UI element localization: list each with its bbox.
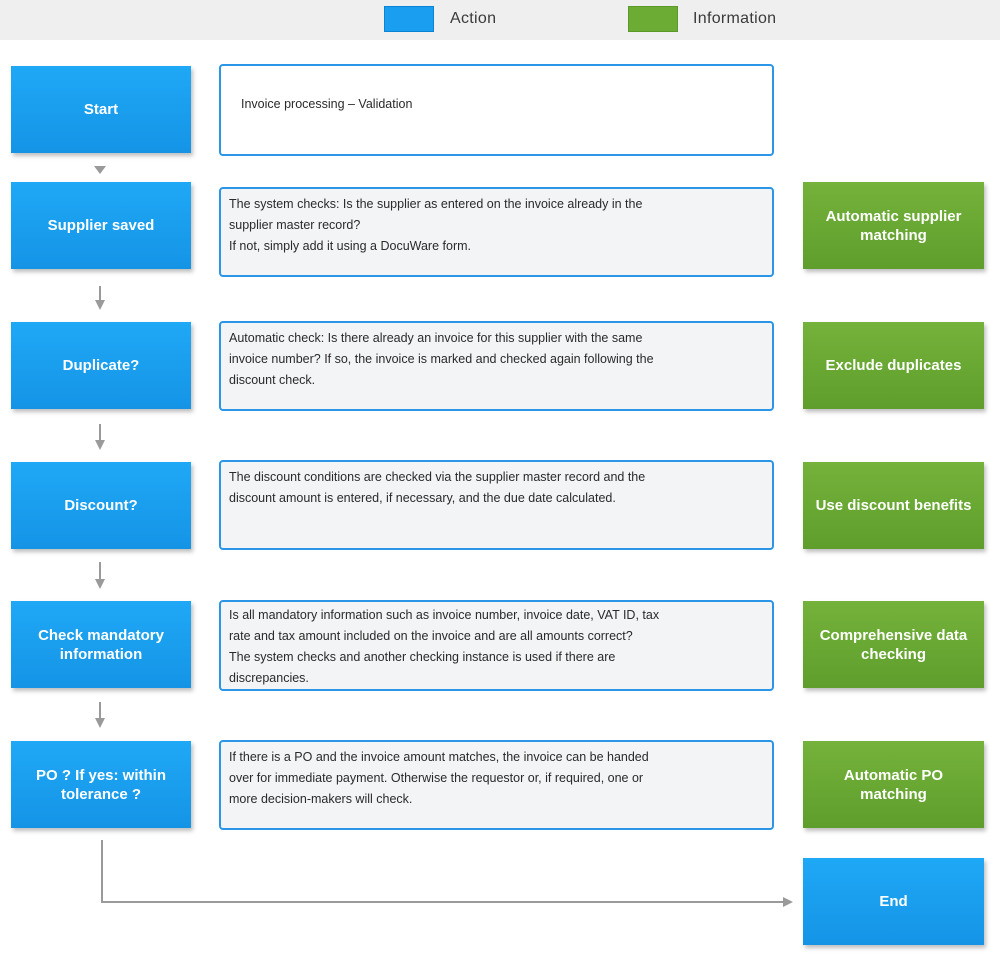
supplier-saved-action-label: Supplier saved <box>47 217 155 234</box>
arrow-po-to-end <box>102 840 788 902</box>
discount-action-box <box>11 462 191 549</box>
description-line: supplier master record? <box>229 218 361 232</box>
start-action-box <box>11 66 191 153</box>
supplier-matching-info-label: Automatic supplier matching <box>825 207 962 244</box>
data-checking-info-label: Comprehensive data checking <box>819 626 968 663</box>
description-line: rate and tax amount included on the invoice and are all amounts correct? <box>229 629 633 643</box>
arrow-start-to-supplier <box>94 166 106 174</box>
description-line: invoice number? If so, the invoice is marked and checked again following the <box>229 352 654 366</box>
description-line: If not, simply add it using a DocuWare form. <box>229 239 471 253</box>
description-line: The system checks and another checking instance is used if there are <box>229 650 616 664</box>
description-line: discount amount is entered, if necessary, and the due date calculated. <box>229 491 616 505</box>
discount-action-label: Discount? <box>64 497 138 514</box>
discount-benefits-info-label: Use discount benefits <box>815 497 972 514</box>
description-line: discrepancies. <box>229 671 309 685</box>
description-line: If there is a PO and the invoice amount matches, the invoice can be handed <box>229 750 649 764</box>
duplicate-description-box <box>219 321 774 411</box>
description-line: The system checks: Is the supplier as entered on the invoice already in the <box>229 197 643 211</box>
description-line: The discount conditions are checked via the supplier master record and the <box>229 470 646 484</box>
po-matching-info-label: Automatic PO matching <box>843 766 944 803</box>
description-line: over for immediate payment. Otherwise the requestor or, if required, one or <box>229 771 644 785</box>
supplier-saved-action-box <box>11 182 191 269</box>
duplicate-action-box <box>11 322 191 409</box>
end-action-label: End <box>879 893 908 910</box>
description-line: Is all mandatory information such as invoice number, invoice date, VAT ID, tax <box>229 608 660 622</box>
duplicate-action-label: Duplicate? <box>62 357 140 374</box>
po-tolerance-action-label: PO ? If yes: within tolerance ? <box>35 766 166 803</box>
po-tolerance-description-box <box>219 740 774 830</box>
start-description-line: Invoice processing – Validation <box>241 97 413 111</box>
legend-information-label: Information <box>693 10 777 27</box>
description-line: discount check. <box>229 373 316 387</box>
exclude-duplicates-info-label: Exclude duplicates <box>825 357 962 374</box>
discount-benefits-info-box <box>803 462 984 549</box>
po-matching-info-box <box>803 741 984 828</box>
po-tolerance-action-box <box>11 741 191 828</box>
description-line: Automatic check: Is there already an invoice for this supplier with the same <box>229 331 643 345</box>
description-line: more decision-makers will check. <box>229 792 413 806</box>
mandatory-info-action-label: Check mandatory information <box>38 626 164 663</box>
legend-action-label: Action <box>450 10 497 27</box>
start-action-label: Start <box>83 101 119 118</box>
mandatory-info-action-box <box>11 601 191 688</box>
supplier-matching-info-box <box>803 182 984 269</box>
mandatory-info-description-box <box>219 600 774 691</box>
data-checking-info-box <box>803 601 984 688</box>
exclude-duplicates-info-box <box>803 322 984 409</box>
end-action-box <box>803 858 984 945</box>
supplier-saved-description-box <box>219 187 774 277</box>
discount-description-box <box>219 460 774 550</box>
start-description-box <box>219 64 774 156</box>
